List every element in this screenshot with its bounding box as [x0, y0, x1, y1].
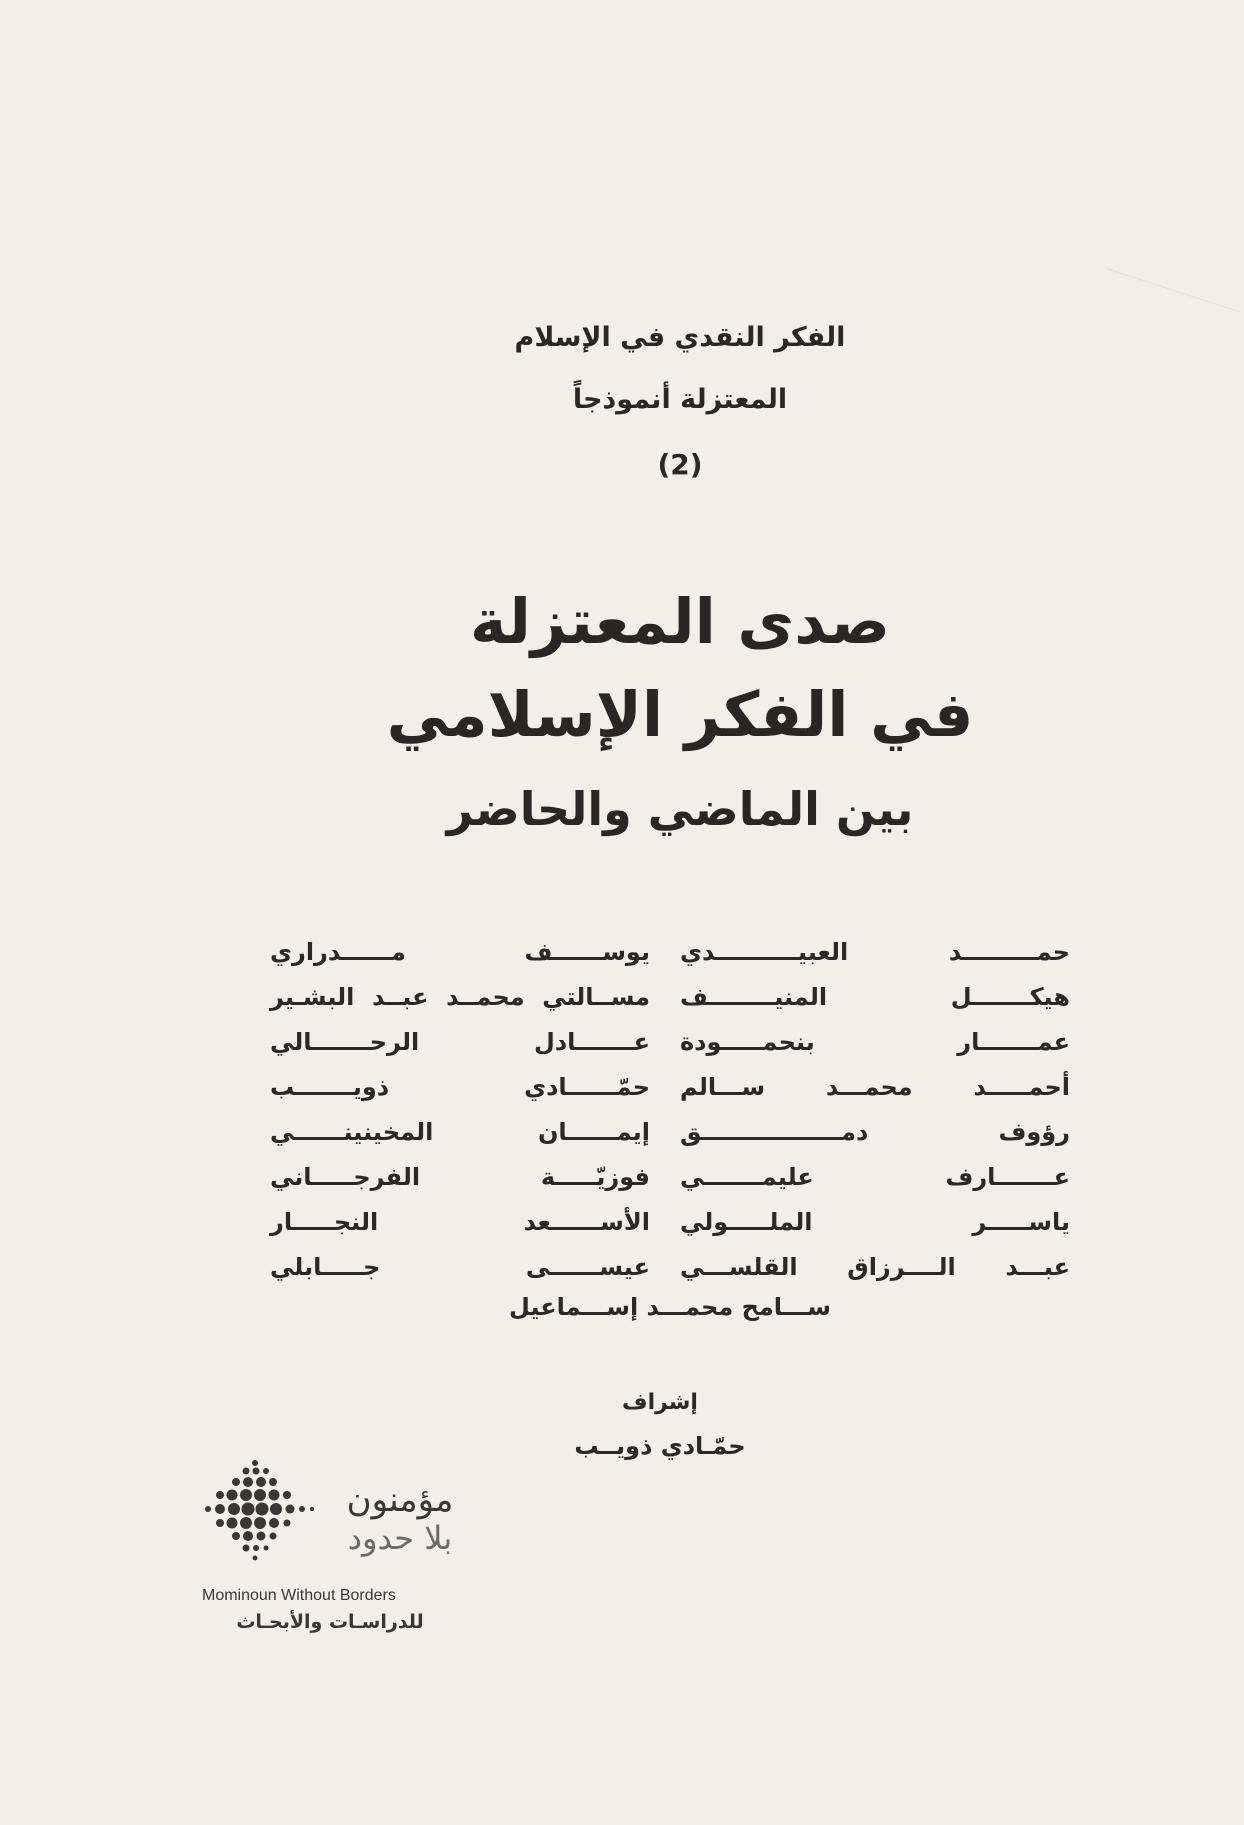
author-name: مســالتي محمــد عبــد البشـير: [270, 983, 650, 1011]
author-name: هيكـــــــل المنيــــــــف: [680, 983, 1070, 1011]
author-name: أحمـــــد محمـــد ســـالم: [680, 1073, 1070, 1101]
supervision-label: إشراف: [622, 1390, 698, 1415]
authors-left-column: [270, 930, 650, 1290]
author-name: رؤوف دمـــــــــــــــــق: [680, 1118, 1070, 1146]
author-name: إيمــــــان المخينينــــــي: [270, 1118, 650, 1146]
author-name: حمّــــــادي ذويـــــــب: [270, 1073, 650, 1101]
author-name: يوســــــف مــــــدراري: [270, 938, 650, 966]
author-name: فوزيّـــــة الفرجـــــاني: [270, 1163, 650, 1191]
paper-scratch: [1107, 268, 1240, 312]
book-title-line-1: صدى المعتزلة: [470, 585, 890, 658]
series-subtitle: المعتزلة أنموذجاً: [572, 384, 788, 415]
author-name: عمـــــــار بنحمـــــودة: [680, 1028, 1070, 1056]
dot-pattern-icon: [190, 1455, 320, 1575]
authors-right-column: [680, 930, 1070, 1290]
publisher-tagline: للدراسـات والأبحـاث: [236, 1611, 424, 1633]
author-name: الأســــــعد النجـــــار: [270, 1208, 650, 1236]
author-name: حمـــــــــد العبيــــــــــدي: [680, 938, 1070, 966]
author-name: عيســــــى جـــــابلي: [270, 1253, 650, 1281]
publisher-logo: [190, 1455, 480, 1645]
book-subtitle: بين الماضي والحاضر: [446, 782, 914, 836]
author-name: ياســـــر الملـــــولي: [680, 1208, 1070, 1236]
publisher-arabic-name: مؤمنون: [346, 1480, 454, 1520]
supervisor-name: حمّـادي ذويــب: [574, 1432, 746, 1460]
author-name: عبـــد الــــرزاق القلســـي: [680, 1253, 1070, 1281]
author-name-centered: ســـامح محمـــد إســـماعيل: [509, 1293, 831, 1321]
publisher-english-name: Mominoun Without Borders: [202, 1587, 396, 1604]
author-name: عـــــــادل الرحـــــــالي: [270, 1028, 650, 1056]
author-name: عـــــــارف عليمـــــــي: [680, 1163, 1070, 1191]
publisher-arabic-subname: بلا حدود: [347, 1519, 453, 1557]
series-title: الفكر النقدي في الإسلام: [514, 322, 846, 353]
book-title-line-2: في الفكر الإسلامي: [386, 678, 974, 751]
series-number: (2): [657, 448, 703, 481]
